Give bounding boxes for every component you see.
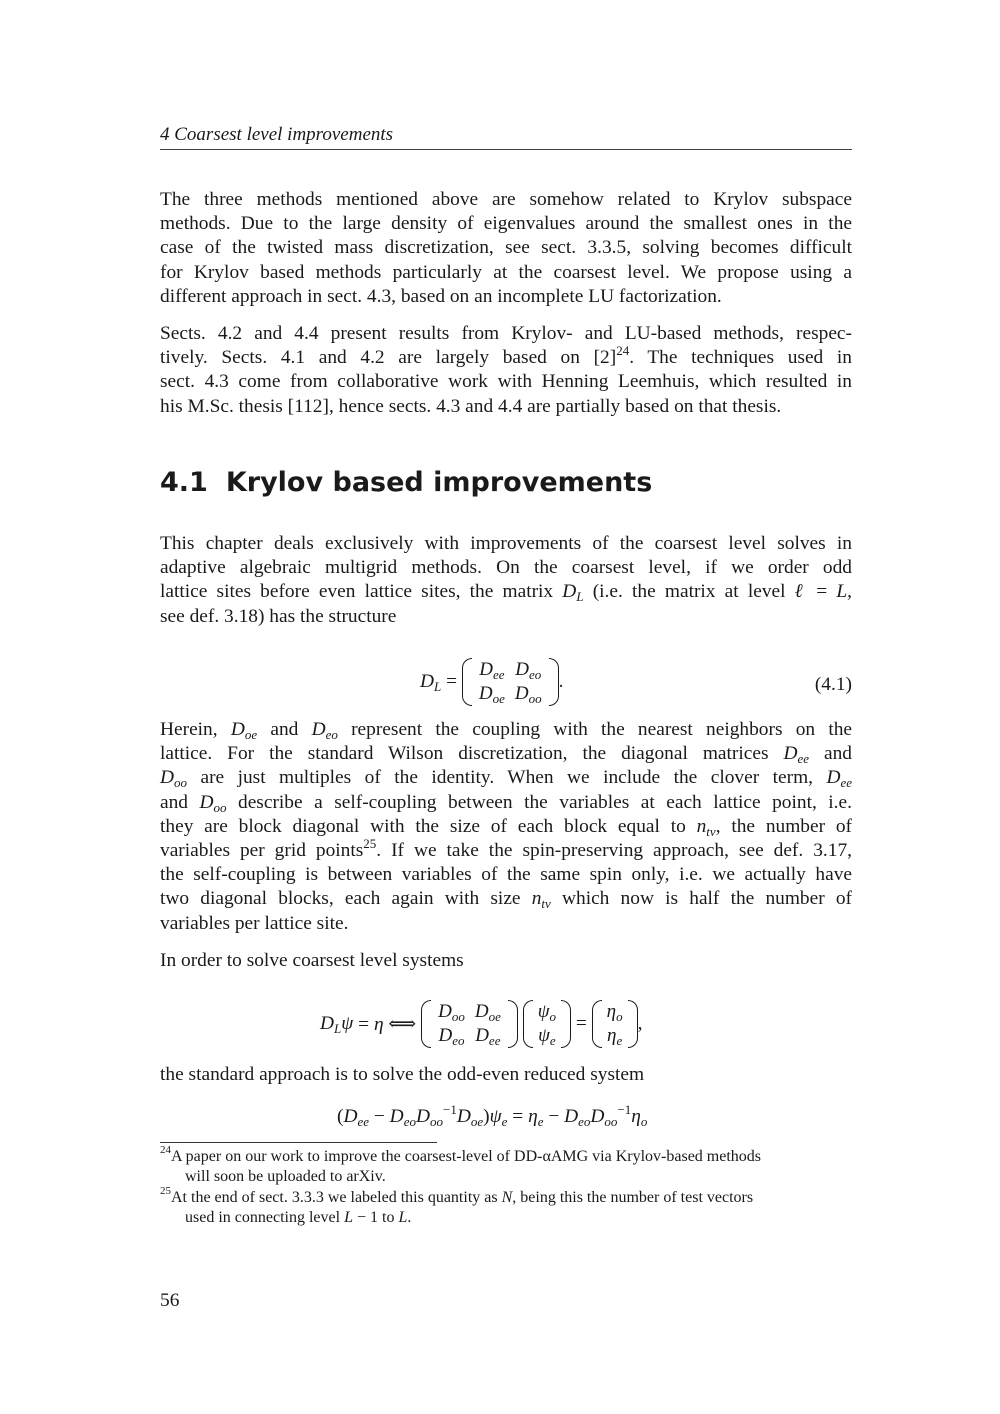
equation-number: (4.1)	[814, 674, 852, 695]
text-line: In order to solve coarsest level systems	[160, 950, 464, 971]
text-line: case of the twisted mass discretization, see sect. 3.3.5, solving becomes difficult	[160, 237, 852, 259]
text-line: adaptive algebraic multigrid methods. On the coarsest level, if we order odd	[160, 557, 852, 579]
text-line: see def. 3.18) has the structure	[160, 605, 397, 627]
footnote-mark: 25	[160, 1185, 171, 1197]
text-line: they are block diagonal with the size of each block equal to $n_{tv}$, the number of	[160, 815, 852, 839]
footnote-24: $^{24}$A paper on our work to improve the coarsest-level of DD-αAMG via Krylov-based methods will soon be uploaded to arXiv.	[160, 1144, 762, 1185]
vector: $\psi_o$ $\psi_e$	[523, 1000, 571, 1048]
equation-4-1: $D_L$ = $D_{ee}$ $D_{eo}$ $D_{oe}$ $D_{oo}$ . (4.1)	[420, 659, 852, 706]
paragraph-coupling	[160, 718, 852, 936]
section-number: 4.1	[160, 467, 208, 498]
text-line: $D_{oo}$ are just multiples of the identity. When we include the clover term, $D_{ee}$	[160, 767, 852, 791]
text-line: different approach in sect. 4.3, based on an incomplete LU factorization.	[160, 285, 722, 307]
text-line: his M.Sc. thesis [112], hence sects. 4.3 and 4.4 are partially based on that thesis.	[160, 395, 782, 417]
matrix: $D_{oo}$ $D_{oe}$ $D_{eo}$ $D_{ee}$	[421, 1000, 518, 1048]
text-line: and $D_{oo}$ describe a self-coupling between the variables at each lattice point, i.e.	[160, 791, 852, 815]
section-heading	[160, 466, 652, 500]
footnote-ref-24[interactable]: 24	[616, 343, 630, 359]
text-line: Sects. 4.2 and 4.4 present results from Krylov- and LU-based methods, respec-	[160, 323, 852, 344]
text-line: tively. Sects. 4.1 and 4.2 are largely based on $[2]^{24}$. The techniques used in	[160, 343, 852, 369]
equation-reduced: $(D_{ee} - D_{eo}D_{oo}^{-1}D_{oe})\psi_e = \eta_e - D_{eo}D_{oo}^{-1}\eta_o$	[337, 1102, 648, 1129]
text-line: lattice sites before even lattice sites, the matrix $D_L$ (i.e. the matrix at level ℓ = L,	[160, 581, 853, 605]
text-line: variables per grid points$^{25}$. If we take the spin-preserving approach, see def. 3.17,	[160, 836, 852, 862]
paragraph-reduced	[160, 1063, 852, 1087]
text-line: variables per lattice site.	[160, 912, 349, 934]
vector: $\eta_o$ $\eta_e$	[592, 1000, 638, 1048]
paragraph-overview	[160, 322, 852, 419]
footnote-rule	[160, 1142, 437, 1143]
page-number: 56	[160, 1290, 180, 1311]
text-line: lattice. For the standard Wilson discretization, the diagonal matrices $D_{ee}$ and	[160, 743, 852, 767]
paragraph-chapter	[160, 532, 852, 629]
footnote-25: $^{25}$At the end of sect. 3.3.3 we labeled this quantity as N, being this the number of test vectors used in connecting level L − 1 to L.	[160, 1185, 754, 1226]
text-line: for Krylov based methods particularly at the coarsest level. We propose using a	[160, 261, 852, 283]
text-line: methods. Due to the large density of eigenvalues around the smallest ones in the	[160, 213, 852, 235]
text-line: This chapter deals exclusively with improvements of the coarsest level solves in	[160, 533, 852, 554]
text-line: The three methods mentioned above are somehow related to Krylov subspace	[160, 189, 852, 210]
paragraph-solve	[160, 949, 852, 973]
matrix: $D_{ee}$ $D_{eo}$ $D_{oe}$ $D_{oo}$	[462, 658, 559, 706]
equation-system: $D_L\psi = \eta$ ⟺ $D_{oo}$ $D_{oe}$ $D_{eo}$ $D_{ee}$ $\psi_o$ $\psi_e$ = $\eta_o$ $\eta_e$ ,	[320, 1001, 643, 1048]
text-line: the standard approach is to solve the odd-even reduced system	[160, 1064, 645, 1085]
section-title: Krylov based improvements	[225, 467, 653, 498]
text-line: two diagonal blocks, each again with size $n_{tv}$ which now is half the number of	[160, 888, 853, 912]
footnote-ref-25[interactable]: 25	[363, 836, 377, 852]
running-head: 4 Coarsest level improvements	[160, 124, 852, 150]
text-line: the self-coupling is between variables of the same spin only, i.e. we actually have	[160, 864, 852, 886]
text-line: sect. 4.3 come from collaborative work with Henning Leemhuis, which resulted in	[160, 371, 852, 393]
text-line: Herein, $D_{oe}$ and $D_{eo}$ represent the coupling with the nearest neighbors on the	[160, 719, 853, 742]
footnote-mark: 24	[160, 1144, 171, 1156]
paragraph-intro	[160, 188, 852, 309]
